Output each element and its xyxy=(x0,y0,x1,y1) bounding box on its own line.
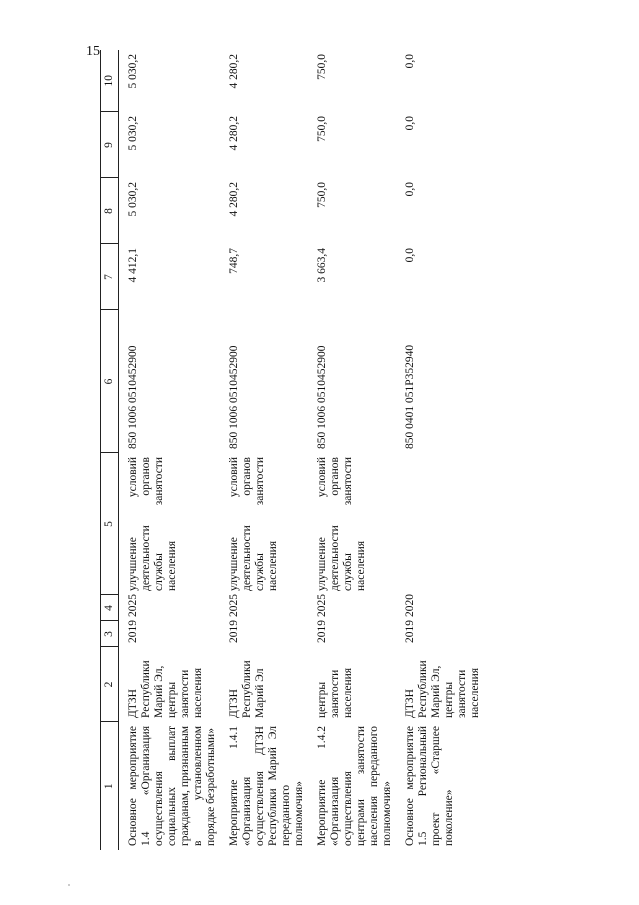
table-row xyxy=(402,50,484,850)
value-col10: 750,0 xyxy=(316,54,328,80)
budget-code: 850 1006 0510452900 xyxy=(316,345,328,449)
expected-result xyxy=(402,453,484,595)
budget-code: 850 1006 0510452900 xyxy=(228,345,240,449)
column-header: 7 xyxy=(101,244,119,310)
value-col9: 0,0 xyxy=(404,116,416,131)
executor: ДТЗН Республики Марий Эл xyxy=(228,660,266,718)
column-header: 3 xyxy=(101,621,119,647)
expected-result: улучшение условий деятельности органов службы занятости населения xyxy=(316,457,367,591)
value-col9: 4 280,2 xyxy=(228,116,240,151)
start-year: 2019 xyxy=(404,620,416,643)
value-col7: 3 663,4 xyxy=(316,248,328,283)
end-year: 2025 xyxy=(316,594,328,617)
value-col10: 0,0 xyxy=(404,54,416,69)
value-col7: 0,0 xyxy=(404,248,416,263)
expected-result: улучшение условий деятельности органов службы занятости населения xyxy=(127,457,178,591)
budget-code: 850 0401 051P352940 xyxy=(404,344,416,449)
value-col10: 5 030,2 xyxy=(127,54,139,89)
budget-code: 850 1006 0510452900 xyxy=(127,345,139,449)
scan-speck xyxy=(68,884,70,886)
column-header: 2 xyxy=(101,647,119,722)
value-col8: 4 280,2 xyxy=(228,182,240,217)
start-year: 2019 xyxy=(316,620,328,643)
column-header: 9 xyxy=(101,112,119,178)
page-number: 15 xyxy=(86,44,100,59)
measure-name: Основное мероприятие 1.4 «Организация осуществления социальных выплат гражданам, признанным в установленном порядке безработными» xyxy=(127,726,217,846)
column-header: 5 xyxy=(101,453,119,595)
start-year: 2019 xyxy=(228,620,240,643)
value-col7: 4 412,1 xyxy=(127,248,139,283)
value-col10: 4 280,2 xyxy=(228,54,240,89)
column-number-row xyxy=(101,50,119,850)
value-col9: 5 030,2 xyxy=(127,116,139,151)
column-header: 6 xyxy=(101,310,119,453)
end-year: 2020 xyxy=(404,594,416,617)
table-row xyxy=(226,50,308,850)
measure-name: Мероприятие 1.4.1 «Организация осуществления ДТЗН Республики Марий Эл переданного полномочия» xyxy=(228,726,305,846)
column-header: 4 xyxy=(101,595,119,621)
end-year: 2025 xyxy=(228,594,240,617)
executor: ДТЗН Республики Марий Эл, центры занятости населения xyxy=(404,660,481,718)
column-header: 10 xyxy=(101,50,119,112)
program-measures-table xyxy=(100,50,484,850)
value-col7: 748,7 xyxy=(228,248,240,274)
table-row xyxy=(125,50,220,850)
measure-name: Основное мероприятие 1.5 Региональный проект «Старшее поколение» xyxy=(404,726,455,846)
column-header: 8 xyxy=(101,178,119,244)
value-col8: 0,0 xyxy=(404,182,416,197)
end-year: 2025 xyxy=(127,594,139,617)
value-col8: 5 030,2 xyxy=(127,182,139,217)
measure-name: Мероприятие 1.4.2 «Организация осуществления центрами занятости населения переданного полномочия» xyxy=(316,726,393,846)
table-row xyxy=(314,50,396,850)
executor: центры занятости населения xyxy=(316,667,354,718)
start-year: 2019 xyxy=(127,620,139,643)
column-header: 1 xyxy=(101,722,119,850)
rotated-table-sheet xyxy=(100,50,600,850)
expected-result: улучшение условий деятельности органов службы занятости населения xyxy=(228,457,279,591)
executor: ДТЗН Республики Марий Эл, центры занятости населения xyxy=(127,660,204,718)
value-col8: 750,0 xyxy=(316,182,328,208)
value-col9: 750,0 xyxy=(316,116,328,142)
